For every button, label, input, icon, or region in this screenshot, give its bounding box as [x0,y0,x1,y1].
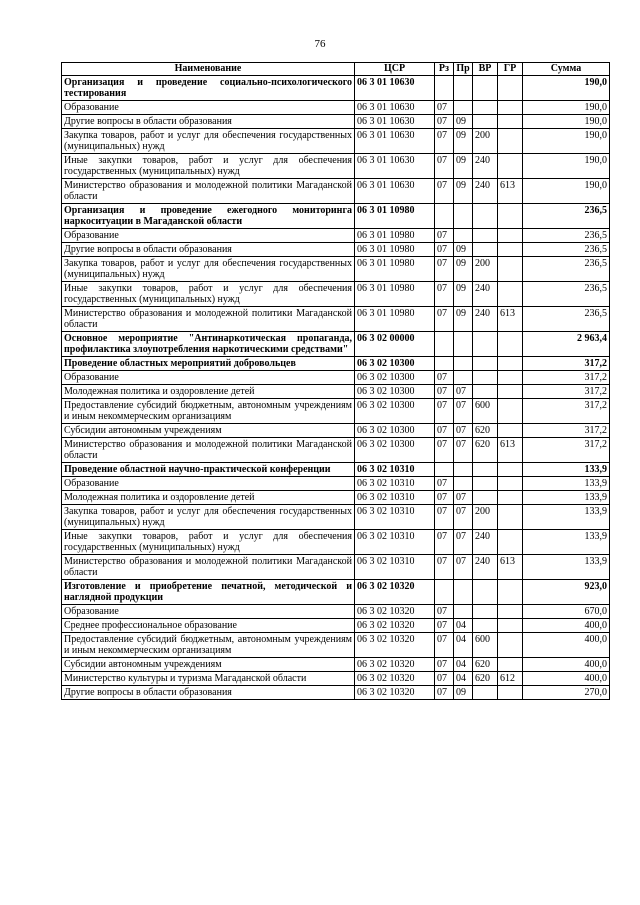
cell-vr [473,76,498,101]
cell-vr [473,243,498,257]
cell-vr: 600 [473,633,498,658]
cell-rz: 07 [435,619,454,633]
cell-rz [435,463,454,477]
cell-gr [498,463,523,477]
cell-vr: 620 [473,438,498,463]
cell-gr [498,491,523,505]
header-sum: Сумма [523,63,610,76]
table-body [62,76,610,700]
table-row [62,229,610,243]
cell-rz: 07 [435,179,454,204]
cell-gr: 613 [498,555,523,580]
cell-rz: 07 [435,399,454,424]
table-row [62,605,610,619]
cell-gr [498,686,523,700]
cell-gr [498,658,523,672]
cell-csr: 06 3 01 10630 [355,154,435,179]
cell-pr [454,332,473,357]
cell-pr: 07 [454,555,473,580]
cell-sum: 190,0 [523,129,610,154]
cell-name: Проведение областной научно-практической конференции [62,463,355,477]
cell-vr: 240 [473,179,498,204]
cell-csr: 06 3 02 10300 [355,371,435,385]
table-row [62,555,610,580]
cell-name: Министерство культуры и туризма Магаданской области [62,672,355,686]
cell-gr [498,154,523,179]
cell-name: Организация и проведение ежегодного мониторинга наркоситуации в Магаданской области [62,204,355,229]
cell-csr: 06 3 02 10310 [355,463,435,477]
cell-name: Закупка товаров, работ и услуг для обеспечения государственных (муниципальных) нужд [62,505,355,530]
cell-gr [498,477,523,491]
cell-name: Другие вопросы в области образования [62,115,355,129]
cell-gr [498,115,523,129]
cell-gr [498,243,523,257]
cell-sum: 190,0 [523,101,610,115]
cell-csr: 06 3 01 10630 [355,115,435,129]
cell-vr [473,491,498,505]
cell-pr [454,357,473,371]
cell-csr: 06 3 01 10630 [355,76,435,101]
cell-vr: 600 [473,399,498,424]
cell-pr [454,204,473,229]
cell-sum: 190,0 [523,179,610,204]
cell-sum: 190,0 [523,154,610,179]
cell-name: Министерство образования и молодежной политики Магаданской области [62,179,355,204]
cell-pr: 09 [454,154,473,179]
cell-sum: 400,0 [523,633,610,658]
cell-sum: 2 963,4 [523,332,610,357]
cell-pr: 04 [454,672,473,686]
table-row [62,399,610,424]
cell-rz: 07 [435,530,454,555]
cell-gr [498,605,523,619]
cell-pr: 09 [454,243,473,257]
cell-pr: 07 [454,438,473,463]
table-row [62,179,610,204]
table-row [62,357,610,371]
cell-name: Образование [62,371,355,385]
cell-name: Проведение областных мероприятий добровольцев [62,357,355,371]
table-row [62,672,610,686]
cell-vr [473,229,498,243]
cell-vr: 200 [473,129,498,154]
cell-csr: 06 3 02 10320 [355,605,435,619]
cell-sum: 133,9 [523,530,610,555]
cell-csr: 06 3 01 10980 [355,282,435,307]
cell-pr: 09 [454,282,473,307]
cell-gr [498,633,523,658]
header-gr: ГР [498,63,523,76]
cell-pr: 07 [454,505,473,530]
cell-rz: 07 [435,686,454,700]
cell-name: Субсидии автономным учреждениям [62,658,355,672]
cell-gr [498,282,523,307]
cell-pr: 04 [454,633,473,658]
cell-gr [498,204,523,229]
cell-csr: 06 3 02 10320 [355,672,435,686]
cell-csr: 06 3 01 10980 [355,204,435,229]
cell-csr: 06 3 01 10980 [355,243,435,257]
cell-csr: 06 3 02 10310 [355,530,435,555]
cell-csr: 06 3 02 10300 [355,385,435,399]
table-row [62,505,610,530]
table-row [62,424,610,438]
cell-rz [435,357,454,371]
cell-gr [498,229,523,243]
cell-name: Субсидии автономным учреждениям [62,424,355,438]
cell-gr: 613 [498,307,523,332]
cell-csr: 06 3 01 10980 [355,257,435,282]
cell-sum: 236,5 [523,243,610,257]
cell-rz: 07 [435,633,454,658]
cell-sum: 317,2 [523,371,610,385]
table-row [62,686,610,700]
cell-rz: 07 [435,605,454,619]
table-row [62,115,610,129]
cell-gr [498,371,523,385]
table-row [62,243,610,257]
cell-rz [435,580,454,605]
cell-vr: 240 [473,307,498,332]
cell-vr [473,332,498,357]
cell-vr [473,115,498,129]
cell-vr [473,580,498,605]
page-number: 76 [314,38,326,50]
cell-rz: 07 [435,101,454,115]
cell-pr: 04 [454,619,473,633]
cell-gr [498,332,523,357]
cell-sum: 133,9 [523,477,610,491]
table-row [62,282,610,307]
cell-name: Образование [62,229,355,243]
cell-rz: 07 [435,282,454,307]
cell-csr: 06 3 02 00000 [355,332,435,357]
cell-sum: 317,2 [523,399,610,424]
cell-pr [454,371,473,385]
cell-sum: 317,2 [523,438,610,463]
cell-pr [454,76,473,101]
cell-csr: 06 3 02 10310 [355,491,435,505]
cell-rz: 07 [435,424,454,438]
cell-sum: 190,0 [523,76,610,101]
cell-vr [473,605,498,619]
cell-sum: 670,0 [523,605,610,619]
cell-gr [498,619,523,633]
cell-rz: 07 [435,229,454,243]
table-row [62,619,610,633]
cell-csr: 06 3 02 10310 [355,477,435,491]
cell-name: Министерство образования и молодежной политики Магаданской области [62,555,355,580]
cell-rz: 07 [435,491,454,505]
cell-vr: 240 [473,154,498,179]
cell-name: Молодежная политика и оздоровление детей [62,385,355,399]
cell-pr: 07 [454,491,473,505]
cell-sum: 270,0 [523,686,610,700]
cell-vr [473,101,498,115]
cell-csr: 06 3 02 10300 [355,399,435,424]
cell-rz [435,76,454,101]
cell-pr: 07 [454,385,473,399]
cell-pr: 07 [454,399,473,424]
header-pr: Пр [454,63,473,76]
table-row [62,385,610,399]
cell-name: Иные закупки товаров, работ и услуг для обеспечения государственных (муниципальных) нужд [62,530,355,555]
cell-rz: 07 [435,672,454,686]
cell-csr: 06 3 01 10630 [355,101,435,115]
cell-pr: 09 [454,115,473,129]
cell-csr: 06 3 02 10300 [355,424,435,438]
cell-csr: 06 3 01 10980 [355,307,435,332]
cell-vr [473,619,498,633]
cell-sum: 400,0 [523,619,610,633]
cell-rz: 07 [435,129,454,154]
cell-vr [473,385,498,399]
cell-pr [454,580,473,605]
cell-rz [435,332,454,357]
cell-rz: 07 [435,243,454,257]
cell-gr [498,505,523,530]
cell-pr [454,605,473,619]
cell-pr: 07 [454,424,473,438]
cell-csr: 06 3 02 10310 [355,505,435,530]
cell-csr: 06 3 02 10320 [355,658,435,672]
cell-sum: 133,9 [523,463,610,477]
cell-vr [473,686,498,700]
cell-name: Закупка товаров, работ и услуг для обеспечения государственных (муниципальных) нужд [62,257,355,282]
cell-name: Образование [62,477,355,491]
table-row [62,257,610,282]
cell-gr: 613 [498,438,523,463]
cell-sum: 236,5 [523,229,610,243]
table-row [62,332,610,357]
cell-name: Среднее профессиональное образование [62,619,355,633]
header-name: Наименование [62,63,355,76]
cell-vr: 620 [473,424,498,438]
cell-gr [498,424,523,438]
cell-vr: 200 [473,257,498,282]
table-row [62,101,610,115]
cell-rz: 07 [435,115,454,129]
cell-sum: 400,0 [523,672,610,686]
cell-csr: 06 3 02 10320 [355,580,435,605]
cell-vr: 200 [473,505,498,530]
cell-name: Образование [62,101,355,115]
cell-pr: 07 [454,530,473,555]
cell-csr: 06 3 01 10630 [355,129,435,154]
cell-name: Образование [62,605,355,619]
cell-name: Организация и проведение социально-психологического тестирования [62,76,355,101]
cell-gr [498,357,523,371]
cell-gr [498,76,523,101]
cell-gr [498,530,523,555]
cell-vr: 620 [473,658,498,672]
cell-gr [498,580,523,605]
cell-name: Закупка товаров, работ и услуг для обеспечения государственных (муниципальных) нужд [62,129,355,154]
cell-sum: 190,0 [523,115,610,129]
cell-pr: 09 [454,686,473,700]
cell-name: Предоставление субсидий бюджетным, автономным учреждениям и иным некоммерческим организациям [62,399,355,424]
cell-vr: 620 [473,672,498,686]
cell-vr [473,204,498,229]
cell-vr: 240 [473,282,498,307]
table-row [62,76,610,101]
header-row [62,63,610,76]
cell-rz: 07 [435,555,454,580]
table-row [62,438,610,463]
cell-gr [498,129,523,154]
cell-name: Молодежная политика и оздоровление детей [62,491,355,505]
cell-name: Другие вопросы в области образования [62,686,355,700]
table-row [62,307,610,332]
table-row [62,477,610,491]
cell-rz: 07 [435,371,454,385]
cell-name: Изготовление и приобретение печатной, методической и наглядной продукции [62,580,355,605]
cell-pr [454,229,473,243]
table-row [62,530,610,555]
cell-sum: 317,2 [523,357,610,371]
cell-pr: 09 [454,257,473,282]
cell-vr [473,477,498,491]
cell-name: Министерство образования и молодежной политики Магаданской области [62,307,355,332]
cell-name: Основное мероприятие "Антинаркотическая пропаганда, профилактика злоупотребления наркотическими средствами" [62,332,355,357]
cell-pr [454,463,473,477]
cell-csr: 06 3 02 10310 [355,555,435,580]
cell-pr [454,101,473,115]
cell-gr: 613 [498,179,523,204]
header-rz: Рз [435,63,454,76]
cell-csr: 06 3 02 10320 [355,633,435,658]
cell-name: Иные закупки товаров, работ и услуг для обеспечения государственных (муниципальных) нужд [62,282,355,307]
cell-rz [435,204,454,229]
table-row [62,129,610,154]
table-row [62,633,610,658]
table-row [62,371,610,385]
table-row [62,154,610,179]
cell-name: Предоставление субсидий бюджетным, автономным учреждениям и иным некоммерческим организациям [62,633,355,658]
cell-sum: 236,5 [523,307,610,332]
cell-gr [498,101,523,115]
cell-rz: 07 [435,307,454,332]
cell-pr: 09 [454,129,473,154]
cell-csr: 06 3 02 10320 [355,619,435,633]
cell-vr [473,463,498,477]
table-row [62,463,610,477]
cell-vr: 240 [473,530,498,555]
cell-sum: 923,0 [523,580,610,605]
cell-sum: 236,5 [523,204,610,229]
cell-rz: 07 [435,385,454,399]
cell-csr: 06 3 02 10300 [355,357,435,371]
cell-rz: 07 [435,257,454,282]
cell-pr: 09 [454,179,473,204]
cell-csr: 06 3 01 10980 [355,229,435,243]
cell-vr: 240 [473,555,498,580]
cell-rz: 07 [435,154,454,179]
cell-vr [473,371,498,385]
cell-sum: 236,5 [523,257,610,282]
cell-vr [473,357,498,371]
table-row [62,580,610,605]
budget-table [61,62,610,700]
cell-pr: 04 [454,658,473,672]
cell-rz: 07 [435,438,454,463]
cell-sum: 133,9 [523,505,610,530]
cell-pr [454,477,473,491]
cell-gr: 612 [498,672,523,686]
cell-sum: 317,2 [523,385,610,399]
cell-sum: 133,9 [523,491,610,505]
cell-name: Иные закупки товаров, работ и услуг для обеспечения государственных (муниципальных) нужд [62,154,355,179]
cell-gr [498,385,523,399]
table-row [62,204,610,229]
cell-pr: 09 [454,307,473,332]
cell-sum: 317,2 [523,424,610,438]
cell-rz: 07 [435,477,454,491]
cell-gr [498,399,523,424]
cell-gr [498,257,523,282]
table-row [62,491,610,505]
cell-rz: 07 [435,658,454,672]
cell-name: Другие вопросы в области образования [62,243,355,257]
cell-rz: 07 [435,505,454,530]
header-vr: ВР [473,63,498,76]
cell-csr: 06 3 02 10320 [355,686,435,700]
header-csr: ЦСР [355,63,435,76]
cell-csr: 06 3 02 10300 [355,438,435,463]
cell-sum: 236,5 [523,282,610,307]
cell-name: Министерство образования и молодежной политики Магаданской области [62,438,355,463]
cell-csr: 06 3 01 10630 [355,179,435,204]
cell-sum: 133,9 [523,555,610,580]
cell-sum: 400,0 [523,658,610,672]
table-row [62,658,610,672]
